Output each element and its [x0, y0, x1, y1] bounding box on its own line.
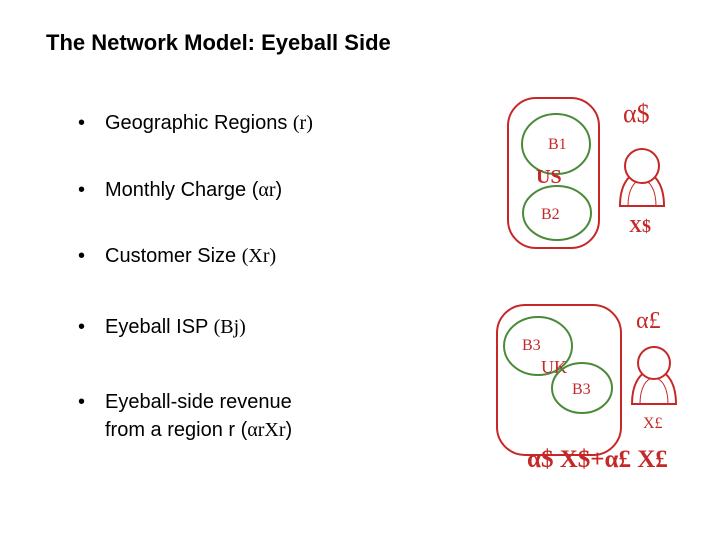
- bullet-close: ): [285, 419, 293, 441]
- bullet-text: Geographic Regions: [105, 112, 293, 134]
- us-region-label: US: [536, 166, 562, 188]
- bullet-math: αrXr: [247, 419, 286, 441]
- isp-node-b3-lower-label: B3: [572, 381, 591, 398]
- bullet-math: αr: [258, 179, 276, 201]
- bullet-dot: •: [78, 179, 86, 201]
- bullet-text: Monthly Charge (: [105, 179, 259, 201]
- uk-region-label: UK: [541, 357, 567, 377]
- customer-icon-uk: [632, 347, 676, 404]
- customer-icon-us: [620, 149, 664, 206]
- bullet-text: Eyeball ISP: [105, 316, 214, 338]
- size-dollar-label: X$: [629, 216, 651, 236]
- bullet-text: from a region r (: [105, 419, 248, 441]
- bullet-line-1: Eyeball-side revenue: [105, 391, 292, 413]
- size-pound-label: X£: [643, 415, 663, 432]
- alpha-pound-label: α£: [636, 308, 661, 334]
- bullet-dot: •: [78, 316, 86, 338]
- isp-node-b1-label: B1: [548, 136, 567, 153]
- uk-region-box: [497, 305, 621, 455]
- alpha-dollar-label: α$: [623, 99, 650, 128]
- bullet-math: (Xr): [241, 245, 277, 267]
- bullet-dot: •: [78, 245, 86, 267]
- slide-title: The Network Model: Eyeball Side: [46, 30, 391, 55]
- bullet-math: (r): [292, 112, 313, 134]
- bullet-text: Customer Size: [105, 245, 242, 267]
- bullet-dot: •: [78, 112, 86, 134]
- isp-node-b3-upper-label: B3: [522, 337, 541, 354]
- bullet-math: (Bj): [213, 316, 246, 338]
- isp-node-b2-label: B2: [541, 206, 560, 223]
- revenue-formula: α$ X$+α£ X£: [527, 446, 668, 473]
- bullet-dot: •: [78, 391, 86, 413]
- bullet-close: ): [275, 179, 283, 201]
